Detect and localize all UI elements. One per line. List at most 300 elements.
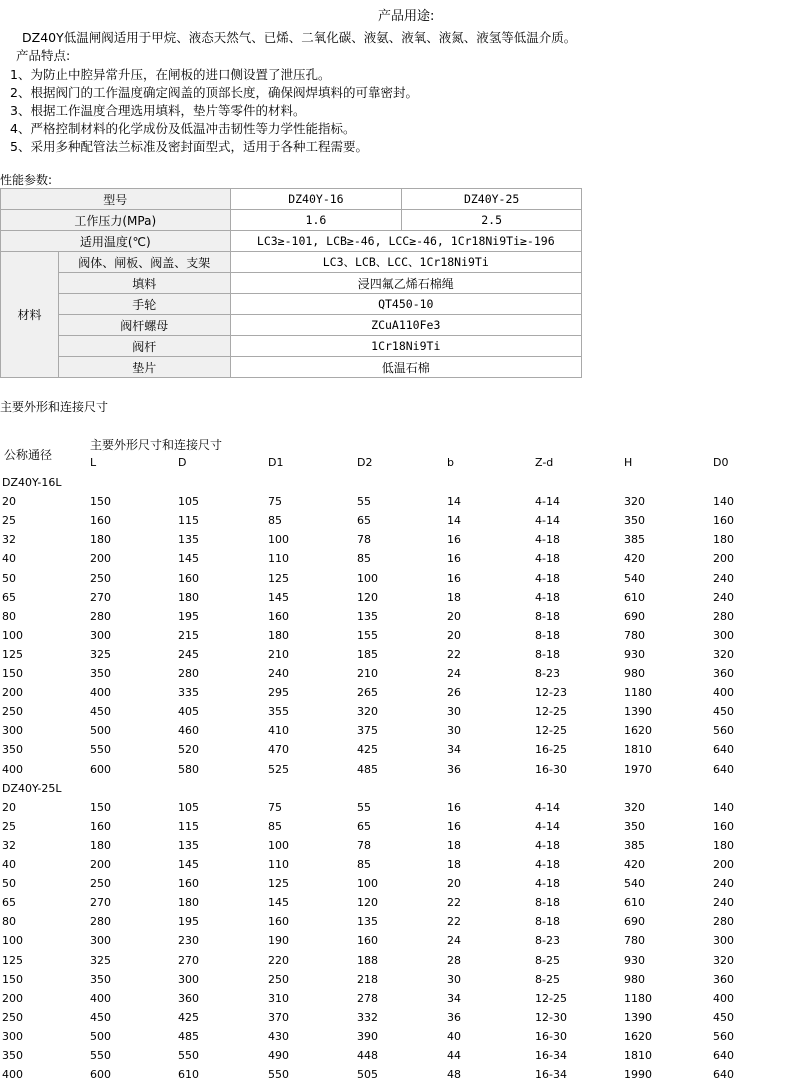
feature-item: 2、根据阀门的工作温度确定阀盖的顶部长度，确保阀焊填料的可靠密封。: [10, 85, 418, 100]
dimension-cell: 350: [90, 667, 111, 680]
column-header: D2: [357, 456, 373, 469]
nominal-diameter: 350: [2, 743, 23, 757]
table-row: [1, 231, 582, 252]
dimension-cell: 300: [90, 934, 111, 948]
dimension-cell: 20: [447, 609, 461, 623]
dimension-cell: 180: [90, 533, 111, 547]
nominal-diameter: 65: [2, 590, 16, 604]
dimension-cell: 22: [447, 647, 461, 661]
dimension-cell: 1990: [624, 1068, 652, 1082]
dimension-cell: 4-14: [535, 800, 560, 814]
dimension-cell: 200: [90, 858, 111, 871]
dimension-cell: 930: [624, 647, 645, 661]
dimension-cell: 100: [268, 533, 289, 547]
nominal-diameter: 40: [2, 552, 16, 566]
dimension-cell: 448: [357, 1049, 378, 1062]
dimension-cell: 18: [447, 858, 461, 871]
nominal-diameter: 400: [2, 762, 23, 776]
dimension-cell: 265: [357, 686, 378, 700]
dimension-cell: 48: [447, 1068, 461, 1082]
dimension-cell: 295: [268, 686, 289, 700]
dimension-cell: 8-18: [535, 628, 560, 642]
materials-label: 材料: [1, 252, 59, 378]
table-row: [1, 336, 582, 357]
dimension-cell: 75: [268, 800, 282, 814]
column-header: H: [624, 456, 633, 469]
dimension-cell: 105: [178, 495, 199, 509]
dimension-cell: 580: [178, 762, 199, 776]
dimension-cell: 65: [357, 514, 371, 528]
dimension-cell: 240: [713, 571, 734, 585]
material-value: 低温石棉: [230, 357, 581, 378]
dimension-cell: 640: [713, 762, 734, 776]
material-part: 填料: [58, 273, 230, 294]
dimension-cell: 250: [90, 877, 111, 891]
dimension-cell: 460: [178, 724, 199, 738]
dimension-cell: 8-23: [535, 667, 560, 680]
dimension-cell: 610: [178, 1068, 199, 1082]
nominal-diameter: 25: [2, 819, 16, 833]
dimension-cell: 4-18: [535, 533, 560, 547]
dimension-cell: 125: [268, 571, 289, 585]
dimension-cell: 280: [90, 609, 111, 623]
dimension-cell: 450: [90, 1010, 111, 1024]
nominal-diameter: 150: [2, 667, 23, 680]
dimension-cell: 385: [624, 533, 645, 547]
nominal-diameter: 250: [2, 1010, 23, 1024]
table-row: [1, 294, 582, 315]
nominal-diameter: 350: [2, 1049, 23, 1062]
column-header: D: [178, 456, 187, 469]
dimension-cell: 200: [713, 858, 734, 871]
dimension-cell: 490: [268, 1049, 289, 1062]
dimension-cell: 135: [178, 838, 199, 852]
dimension-cell: 640: [713, 1049, 734, 1062]
dimension-cell: 270: [90, 590, 111, 604]
dimension-cell: 20: [447, 877, 461, 891]
dimension-cell: 1970: [624, 762, 652, 776]
dimension-cell: 75: [268, 495, 282, 509]
nominal-diameter: 32: [2, 533, 16, 547]
dimension-cell: 125: [268, 877, 289, 891]
nominal-diameter: 100: [2, 934, 23, 948]
dimension-cell: 140: [713, 495, 734, 509]
dimension-cell: 180: [90, 838, 111, 852]
nominal-diameter: 50: [2, 877, 16, 891]
dimension-cell: 16: [447, 552, 461, 566]
dimension-cell: 55: [357, 495, 371, 509]
usage-title: 产品用途:: [378, 9, 435, 24]
dimension-cell: 160: [90, 514, 111, 528]
dimension-cell: 36: [447, 1010, 461, 1024]
dimension-cell: 140: [713, 800, 734, 814]
dimension-cell: 525: [268, 762, 289, 776]
dimension-cell: 100: [357, 571, 378, 585]
dimension-cell: 44: [447, 1049, 461, 1062]
dimension-cell: 405: [178, 705, 199, 719]
dimension-cell: 4-18: [535, 590, 560, 604]
dimension-cell: 16-34: [535, 1049, 567, 1062]
dimension-cell: 28: [447, 953, 461, 967]
table-row: [1, 273, 582, 294]
dimension-cell: 85: [268, 819, 282, 833]
performance-label: 性能参数:: [0, 173, 53, 187]
nominal-diameter: 300: [2, 724, 23, 738]
dimension-cell: 145: [178, 552, 199, 566]
dimension-cell: 300: [90, 628, 111, 642]
dimension-cell: 8-23: [535, 934, 560, 948]
feature-item: 5、采用多种配管法兰标准及密封面型式，适用于各种工程需要。: [10, 139, 368, 154]
model-label: 型号: [1, 189, 231, 210]
dimension-cell: 22: [447, 896, 461, 910]
dimension-cell: 360: [713, 972, 734, 986]
dims-section-title: 主要外形和连接尺寸: [0, 400, 109, 414]
table-row: [1, 189, 582, 210]
dimension-cell: 160: [178, 877, 199, 891]
dimension-cell: 14: [447, 514, 461, 528]
column-header: b: [447, 456, 454, 469]
dimension-cell: 1620: [624, 1029, 652, 1043]
dimension-cell: 420: [624, 858, 645, 871]
column-header: D0: [713, 456, 729, 469]
nominal-diameter: 100: [2, 628, 23, 642]
dimension-cell: 640: [713, 1068, 734, 1082]
dimension-cell: 550: [268, 1068, 289, 1082]
dimension-cell: 85: [357, 552, 371, 566]
material-part: 阀杆螺母: [58, 315, 230, 336]
dimension-cell: 180: [713, 838, 734, 852]
dimension-cell: 335: [178, 686, 199, 700]
dimension-cell: 320: [357, 705, 378, 719]
dimension-cell: 160: [713, 819, 734, 833]
dimension-cell: 8-18: [535, 609, 560, 623]
dimension-cell: 360: [713, 667, 734, 680]
dimension-cell: 18: [447, 838, 461, 852]
feature-item: 1、为防止中腔异常升压，在闸板的进口侧设置了泄压孔。: [10, 67, 331, 82]
dimension-cell: 40: [447, 1029, 461, 1043]
dimension-cell: 12-25: [535, 705, 567, 719]
dimension-cell: 145: [268, 590, 289, 604]
dimension-cell: 160: [268, 915, 289, 929]
material-part: 手轮: [58, 294, 230, 315]
feature-item: 4、严格控制材料的化学成份及低温冲击韧性等力学性能指标。: [10, 121, 356, 136]
dimension-cell: 30: [447, 705, 461, 719]
dimension-cell: 135: [357, 915, 378, 929]
dimension-cell: 100: [357, 877, 378, 891]
model-value: DZ40Y-25: [402, 189, 582, 210]
dimension-cell: 115: [178, 514, 199, 528]
dimension-cell: 450: [713, 705, 734, 719]
dimension-cell: 610: [624, 590, 645, 604]
dimension-cell: 150: [90, 495, 111, 509]
dimension-cell: 195: [178, 915, 199, 929]
material-value: LC3、LCB、LCC、1Cr18Ni9Ti: [230, 252, 581, 273]
dimension-cell: 780: [624, 628, 645, 642]
dimension-cell: 325: [90, 647, 111, 661]
dimension-cell: 320: [713, 647, 734, 661]
material-value: QT450-10: [230, 294, 581, 315]
dimension-cell: 385: [624, 838, 645, 852]
nominal-diameter: 32: [2, 838, 16, 852]
nominal-diameter: 80: [2, 609, 16, 623]
dimension-cell: 320: [624, 495, 645, 509]
dimension-cell: 600: [90, 1068, 111, 1082]
dimension-cell: 180: [178, 896, 199, 910]
dimension-cell: 375: [357, 724, 378, 738]
dimension-cell: 500: [90, 724, 111, 738]
dimension-cell: 470: [268, 743, 289, 757]
dimension-cell: 16: [447, 533, 461, 547]
dimension-cell: 390: [357, 1029, 378, 1043]
dimension-cell: 16: [447, 819, 461, 833]
dimension-cell: 240: [713, 590, 734, 604]
nominal-diameter: 65: [2, 896, 16, 910]
dimension-cell: 245: [178, 647, 199, 661]
dimension-cell: 300: [713, 934, 734, 948]
nominal-diameter: 80: [2, 915, 16, 929]
dimension-cell: 610: [624, 896, 645, 910]
nominal-diameter: 20: [2, 800, 16, 814]
material-part: 垫片: [58, 357, 230, 378]
table-row: [1, 315, 582, 336]
temp-label: 适用温度(℃): [1, 231, 231, 252]
dimension-cell: 8-18: [535, 915, 560, 929]
dimension-cell: 325: [90, 953, 111, 967]
nominal-diameter: 125: [2, 953, 23, 967]
dimension-cell: 278: [357, 991, 378, 1005]
dimension-cell: 280: [178, 667, 199, 680]
pressure-value: 1.6: [230, 210, 402, 231]
pressure-label: 工作压力(MPa): [1, 210, 231, 231]
dimension-cell: 135: [178, 533, 199, 547]
dimension-cell: 24: [447, 934, 461, 948]
dimension-cell: 560: [713, 1029, 734, 1043]
column-header: L: [90, 456, 97, 469]
dimension-cell: 690: [624, 915, 645, 929]
dimension-cell: 350: [90, 972, 111, 986]
dimension-cell: 930: [624, 953, 645, 967]
dimension-cell: 12-25: [535, 991, 567, 1005]
nominal-diameter: 250: [2, 705, 23, 719]
dimension-cell: 218: [357, 972, 378, 986]
dimension-cell: 240: [713, 896, 734, 910]
dimension-cell: 4-14: [535, 819, 560, 833]
dimension-cell: 85: [357, 858, 371, 871]
dimension-cell: 400: [90, 991, 111, 1005]
dimension-cell: 16: [447, 800, 461, 814]
dimension-cell: 190: [268, 934, 289, 948]
dimension-cell: 110: [268, 858, 289, 871]
dimension-cell: 160: [178, 571, 199, 585]
dimension-cell: 355: [268, 705, 289, 719]
dimension-cell: 4-18: [535, 877, 560, 891]
dimension-cell: 240: [713, 877, 734, 891]
dimension-cell: 160: [90, 819, 111, 833]
dimension-cell: 270: [178, 953, 199, 967]
dimension-cell: 300: [178, 972, 199, 986]
product-intro: DZ40Y低温闸阀适用于甲烷、液态天然气、已烯、二氧化碳、液氨、液氧、液氮、液氢等低温介质。: [22, 30, 577, 45]
dimension-cell: 180: [713, 533, 734, 547]
dimension-cell: 78: [357, 838, 371, 852]
dimension-cell: 110: [268, 552, 289, 566]
nominal-diameter-label: 公称通径: [4, 448, 53, 462]
dimension-cell: 320: [713, 953, 734, 967]
dimension-cell: 320: [624, 800, 645, 814]
dimension-cell: 14: [447, 495, 461, 509]
dimension-cell: 540: [624, 877, 645, 891]
dimension-cell: 520: [178, 743, 199, 757]
dimension-cell: 120: [357, 896, 378, 910]
dimension-cell: 980: [624, 667, 645, 680]
dimension-cell: 200: [90, 552, 111, 566]
dimension-cell: 310: [268, 991, 289, 1005]
dimension-cell: 20: [447, 628, 461, 642]
dimension-cell: 4-18: [535, 838, 560, 852]
dimension-cell: 8-25: [535, 972, 560, 986]
dimension-cell: 500: [90, 1029, 111, 1043]
dimension-cell: 1180: [624, 991, 652, 1005]
dimension-cell: 1810: [624, 743, 652, 757]
dimension-cell: 115: [178, 819, 199, 833]
dimension-cell: 450: [90, 705, 111, 719]
dimension-cell: 145: [268, 896, 289, 910]
dimension-cell: 34: [447, 743, 461, 757]
dimension-cell: 1180: [624, 686, 652, 700]
dimension-cell: 505: [357, 1068, 378, 1082]
material-value: ZCuA110Fe3: [230, 315, 581, 336]
dimension-cell: 220: [268, 953, 289, 967]
temp-value: LC3≥-101, LCB≥-46, LCC≥-46, 1Cr18Ni9Ti≥-196: [230, 231, 581, 252]
dimension-cell: 400: [713, 991, 734, 1005]
dimension-cell: 210: [357, 667, 378, 680]
dimension-cell: 1390: [624, 705, 652, 719]
dimension-cell: 485: [357, 762, 378, 776]
nominal-diameter: 150: [2, 972, 23, 986]
dimension-cell: 145: [178, 858, 199, 871]
dimension-cell: 8-18: [535, 647, 560, 661]
nominal-diameter: 300: [2, 1029, 23, 1043]
dimension-cell: 16-30: [535, 762, 567, 776]
dimension-cell: 560: [713, 724, 734, 738]
dimension-cell: 350: [624, 819, 645, 833]
dimension-cell: 34: [447, 991, 461, 1005]
dimension-cell: 250: [90, 571, 111, 585]
dimension-cell: 150: [90, 800, 111, 814]
dimension-cell: 188: [357, 953, 378, 967]
dimension-cell: 550: [178, 1049, 199, 1062]
dimension-cell: 550: [90, 1049, 111, 1062]
dimension-cell: 280: [713, 609, 734, 623]
nominal-diameter: 40: [2, 858, 16, 871]
dimension-cell: 300: [713, 628, 734, 642]
dimension-cell: 8-25: [535, 953, 560, 967]
features-title: 产品特点:: [16, 48, 71, 63]
dimension-cell: 485: [178, 1029, 199, 1043]
dimension-cell: 100: [268, 838, 289, 852]
nominal-diameter: 25: [2, 514, 16, 528]
dimension-cell: 16: [447, 571, 461, 585]
dimension-cell: 280: [713, 915, 734, 929]
dimension-cell: 12-23: [535, 686, 567, 700]
performance-table: [0, 188, 582, 378]
dimension-cell: 540: [624, 571, 645, 585]
dimension-cell: 160: [713, 514, 734, 528]
group-header: DZ40Y-16L: [2, 476, 62, 489]
dimension-cell: 430: [268, 1029, 289, 1043]
dimension-cell: 22: [447, 915, 461, 929]
dimension-cell: 425: [357, 743, 378, 757]
material-part: 阀体、闸板、阀盖、支架: [58, 252, 230, 273]
dimension-cell: 210: [268, 647, 289, 661]
dimension-cell: 240: [268, 667, 289, 680]
dimension-cell: 230: [178, 934, 199, 948]
dimension-cell: 1620: [624, 724, 652, 738]
dimension-cell: 155: [357, 628, 378, 642]
dimension-cell: 690: [624, 609, 645, 623]
dimension-cell: 85: [268, 514, 282, 528]
dimension-cell: 135: [357, 609, 378, 623]
dimension-cell: 36: [447, 762, 461, 776]
dimension-cell: 18: [447, 590, 461, 604]
dimension-cell: 180: [178, 590, 199, 604]
material-part: 阀杆: [58, 336, 230, 357]
dimension-cell: 640: [713, 743, 734, 757]
dimension-cell: 410: [268, 724, 289, 738]
nominal-diameter: 200: [2, 686, 23, 700]
dimension-cell: 400: [90, 686, 111, 700]
dimension-cell: 1390: [624, 1010, 652, 1024]
dimension-cell: 4-14: [535, 514, 560, 528]
dimension-cell: 4-18: [535, 858, 560, 871]
dimension-cell: 160: [268, 609, 289, 623]
dimension-cell: 425: [178, 1010, 199, 1024]
dimension-cell: 16-30: [535, 1029, 567, 1043]
dims-subtitle: 主要外形尺寸和连接尺寸: [90, 438, 223, 452]
material-value: 1Cr18Ni9Ti: [230, 336, 581, 357]
nominal-diameter: 200: [2, 991, 23, 1005]
dimension-cell: 980: [624, 972, 645, 986]
dimension-cell: 195: [178, 609, 199, 623]
table-row: [1, 210, 582, 231]
dimension-cell: 1810: [624, 1049, 652, 1062]
nominal-diameter: 400: [2, 1068, 23, 1082]
nominal-diameter: 50: [2, 571, 16, 585]
dimension-cell: 8-18: [535, 896, 560, 910]
dimension-cell: 24: [447, 667, 461, 680]
dimension-cell: 215: [178, 628, 199, 642]
dimension-cell: 160: [357, 934, 378, 948]
column-header: Z-d: [535, 456, 554, 469]
dimension-cell: 350: [624, 514, 645, 528]
feature-item: 3、根据工作温度合理选用填料，垫片等零件的材料。: [10, 103, 306, 118]
group-header: DZ40Y-25L: [2, 781, 62, 795]
dimension-cell: 600: [90, 762, 111, 776]
dimension-cell: 12-25: [535, 724, 567, 738]
dimension-cell: 780: [624, 934, 645, 948]
dimension-cell: 30: [447, 724, 461, 738]
dimension-cell: 4-14: [535, 495, 560, 509]
dimension-cell: 4-18: [535, 571, 560, 585]
dimension-cell: 400: [713, 686, 734, 700]
dimension-cell: 360: [178, 991, 199, 1005]
dimension-cell: 4-18: [535, 552, 560, 566]
nominal-diameter: 20: [2, 495, 16, 509]
dimension-cell: 200: [713, 552, 734, 566]
dimension-cell: 270: [90, 896, 111, 910]
dimension-cell: 450: [713, 1010, 734, 1024]
pressure-value: 2.5: [402, 210, 582, 231]
dimension-cell: 30: [447, 972, 461, 986]
